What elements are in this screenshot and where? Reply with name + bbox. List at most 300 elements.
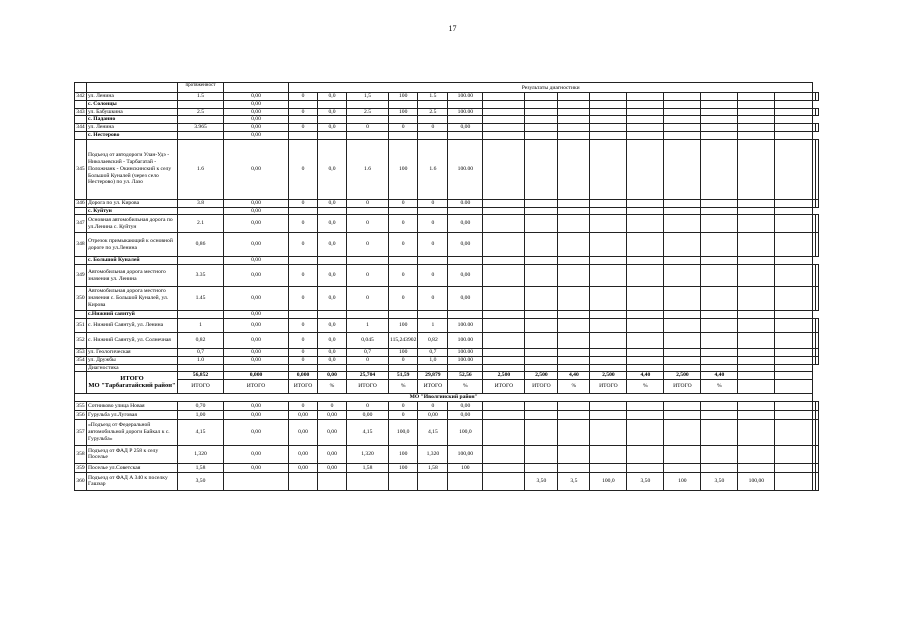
empty-cell <box>483 287 525 311</box>
value-cell: 0,00 <box>224 419 289 445</box>
road-name: Подъезд от автодороги Улан-Удэ - Николаевский - Тарбагатай - Положнанк - Окинскинский к селу Большой Куналей (через село Нестерово) по ул. Лазо <box>87 139 178 199</box>
empty-cell <box>448 100 483 108</box>
header-row <box>75 83 819 93</box>
settlement-row <box>75 131 819 139</box>
empty-cell <box>418 100 448 108</box>
value-cell: 0,00 <box>224 410 289 419</box>
value-cell: 100 <box>389 445 418 463</box>
value-cell: 0,00 <box>224 108 289 116</box>
road-name: Автомобильная дорога местного значения ул. Ленина <box>87 265 178 287</box>
empty-cell <box>664 287 701 311</box>
empty-cell <box>525 348 558 356</box>
empty-cell <box>525 287 558 311</box>
empty-cell <box>627 332 664 348</box>
value-cell: 0,00 <box>318 419 347 445</box>
empty-cell <box>664 364 701 372</box>
empty-cell <box>627 311 664 319</box>
empty-cell <box>738 108 775 116</box>
empty-cell <box>558 445 590 463</box>
table-cell <box>178 100 224 108</box>
value-cell: 0 <box>418 287 448 311</box>
value-cell: 0,00 <box>224 287 289 311</box>
value-cell: 100 <box>389 93 418 101</box>
value-cell: 0,00 <box>318 463 347 472</box>
value-cell: 1.45 <box>178 287 224 311</box>
empty-cell <box>627 257 664 265</box>
total-value: 56,852 <box>178 372 224 380</box>
value-cell <box>389 472 418 490</box>
empty-cell <box>664 410 701 419</box>
value-cell: 0,82 <box>418 332 448 348</box>
row-number: 343 <box>76 108 85 115</box>
empty-cell <box>627 287 664 311</box>
total-value: 2,500 <box>590 372 627 380</box>
row-number: 346 <box>76 199 85 206</box>
empty-cell <box>558 311 590 319</box>
empty-cell <box>738 380 775 394</box>
value-cell: 100 <box>389 108 418 116</box>
empty-cell <box>738 463 775 472</box>
empty-cell <box>775 332 813 348</box>
empty-cell <box>525 445 558 463</box>
empty-cell <box>816 265 819 287</box>
empty-cell <box>738 364 775 372</box>
empty-cell <box>590 124 627 132</box>
empty-cell <box>738 419 775 445</box>
empty-cell <box>483 318 525 332</box>
value-cell: 0,00 <box>448 265 483 287</box>
value-cell: 0 <box>347 401 389 410</box>
empty-cell <box>627 445 664 463</box>
value-cell: 1.0 <box>178 356 224 364</box>
value-cell: 0,0 <box>318 287 347 311</box>
value-cell: 3,50 <box>627 472 664 490</box>
total-value: 4,40 <box>701 372 738 380</box>
empty-cell <box>738 100 775 108</box>
value-cell: 0 <box>347 356 389 364</box>
total-label: ИТОГО <box>525 380 558 394</box>
empty-cell <box>816 139 819 199</box>
total-value: 29,879 <box>418 372 448 380</box>
value-cell: 1 <box>178 318 224 332</box>
table-row <box>75 199 819 207</box>
empty-cell <box>525 257 558 265</box>
value-cell: 3,50 <box>525 472 558 490</box>
value-cell: 0,00 <box>289 445 318 463</box>
table-cell <box>75 131 87 139</box>
empty-cell <box>448 116 483 124</box>
road-name: ул. Ленина <box>87 124 178 132</box>
value-cell: 0 <box>389 215 418 233</box>
road-name: Поселье ул.Советская <box>87 463 178 472</box>
road-name: ул. Геологическая <box>87 348 178 356</box>
value-cell <box>347 472 389 490</box>
total-label: % <box>627 380 664 394</box>
empty-cell <box>738 445 775 463</box>
table-cell <box>178 131 224 139</box>
empty-cell <box>738 215 775 233</box>
empty-cell <box>775 199 813 207</box>
empty-cell <box>418 364 448 372</box>
empty-cell <box>347 207 389 215</box>
value-cell: 2.1 <box>178 215 224 233</box>
empty-cell <box>775 287 813 311</box>
empty-cell <box>775 472 813 490</box>
value-cell: 0,7 <box>347 348 389 356</box>
value-cell: 0 <box>389 410 418 419</box>
empty-cell <box>738 332 775 348</box>
empty-cell <box>483 233 525 257</box>
total-label: % <box>558 380 590 394</box>
settlement-name: с. Паданно <box>87 116 178 124</box>
road-name: Гурульба ул.Луговая <box>87 410 178 419</box>
value-cell: 0 <box>289 332 318 348</box>
value-cell: 0,00 <box>224 199 289 207</box>
value-cell: 0,0 <box>318 356 347 364</box>
empty-cell <box>775 257 813 265</box>
empty-cell <box>525 116 558 124</box>
empty-cell <box>664 419 701 445</box>
table-cell <box>75 100 87 108</box>
empty-cell <box>738 265 775 287</box>
value-cell: 0 <box>418 265 448 287</box>
empty-cell <box>525 131 558 139</box>
value-cell: 4,15 <box>347 419 389 445</box>
row-number: 358 <box>75 445 87 463</box>
value-cell: 0,045 <box>347 332 389 348</box>
empty-cell <box>418 207 448 215</box>
empty-cell <box>701 287 738 311</box>
value-cell: 0,00 <box>448 410 483 419</box>
empty-cell <box>775 445 813 463</box>
section-title-row <box>75 394 819 402</box>
empty-cell <box>525 207 558 215</box>
row-number: 352 <box>75 332 87 348</box>
value-cell <box>318 472 347 490</box>
value-cell: 1 <box>418 318 448 332</box>
value-cell: 0 <box>289 348 318 356</box>
empty-cell <box>389 364 418 372</box>
empty-cell <box>590 287 627 311</box>
value-cell: 100.00 <box>448 356 483 364</box>
value-cell: 1,0 <box>418 356 448 364</box>
value-cell: 0,00 <box>224 124 289 132</box>
empty-cell <box>289 364 318 372</box>
value-cell: 0 <box>289 139 318 199</box>
empty-cell <box>775 463 813 472</box>
empty-cell <box>816 233 819 257</box>
table-row <box>75 445 819 463</box>
district-name: МО "Тарбагатайский район" <box>88 381 176 389</box>
empty-cell <box>590 356 627 364</box>
value-cell: 0,0 <box>318 215 347 233</box>
empty-cell <box>664 100 701 108</box>
empty-cell <box>664 233 701 257</box>
total-value: 0,00 <box>318 372 347 380</box>
value-cell: 1,58 <box>347 463 389 472</box>
value-cell: 0 <box>289 108 318 116</box>
road-name: Дорога по ул. Кирова <box>87 199 178 207</box>
empty-cell <box>701 332 738 348</box>
empty-cell <box>701 318 738 332</box>
empty-cell <box>558 199 590 207</box>
empty-cell <box>775 215 813 233</box>
section-title: МО "Иволгинский район" <box>75 394 813 402</box>
empty-cell <box>483 356 525 364</box>
empty-cell <box>627 139 664 199</box>
empty-cell <box>664 445 701 463</box>
total-value: 51,59 <box>389 372 418 380</box>
empty-cell <box>627 207 664 215</box>
empty-cell <box>701 410 738 419</box>
empty-cell <box>525 311 558 319</box>
value-cell: 0,0 <box>318 199 347 207</box>
empty-cell <box>664 401 701 410</box>
value-cell: 3.35 <box>178 265 224 287</box>
table-row <box>75 364 819 372</box>
value-cell: 0,00 <box>224 318 289 332</box>
empty-cell <box>738 124 775 132</box>
empty-cell <box>701 93 738 101</box>
total-value: 25,704 <box>347 372 389 380</box>
value-cell: 1.5 <box>178 93 224 101</box>
value-cell: 0 <box>289 287 318 311</box>
settlement-row <box>75 207 819 215</box>
value-cell: 0 <box>389 199 418 207</box>
value-cell: 100 <box>448 463 483 472</box>
empty-cell <box>738 410 775 419</box>
results-header: Результаты диагностики <box>289 83 813 93</box>
empty-cell <box>525 100 558 108</box>
empty-cell <box>318 257 347 265</box>
empty-cell <box>448 311 483 319</box>
empty-cell <box>483 445 525 463</box>
empty-cell <box>558 131 590 139</box>
row-number: 344 <box>76 124 85 131</box>
row-number: 357 <box>75 419 87 445</box>
empty-cell <box>627 463 664 472</box>
value-cell <box>224 472 289 490</box>
empty-cell <box>627 100 664 108</box>
value-cell: 0,00 <box>318 445 347 463</box>
empty-cell <box>525 199 558 207</box>
value-cell: 100.00 <box>448 348 483 356</box>
empty-cell <box>738 372 775 380</box>
empty-cell <box>816 356 819 364</box>
empty-cell <box>738 131 775 139</box>
empty-cell <box>627 131 664 139</box>
totals-label: ИТОГО <box>120 374 144 382</box>
value-cell: 100 <box>389 348 418 356</box>
empty-cell <box>701 139 738 199</box>
table-cell <box>178 257 224 265</box>
empty-cell <box>627 124 664 132</box>
value-cell: 0,00 <box>289 419 318 445</box>
empty-cell <box>664 311 701 319</box>
value-cell: 0,00 <box>448 124 483 132</box>
empty-cell <box>775 131 813 139</box>
row-number: 354 <box>76 356 85 363</box>
empty-cell <box>590 100 627 108</box>
empty-cell <box>627 419 664 445</box>
empty-cell <box>318 207 347 215</box>
empty-cell <box>701 445 738 463</box>
total-label: ИТОГО <box>289 380 318 394</box>
empty-cell <box>775 124 813 132</box>
empty-cell <box>590 116 627 124</box>
empty-cell <box>775 348 813 356</box>
settlement-name: с. Большой Куналей <box>87 257 178 265</box>
value-cell: 0 <box>289 401 318 410</box>
empty-cell <box>627 348 664 356</box>
empty-cell <box>224 364 289 372</box>
value-cell: 0,00 <box>224 265 289 287</box>
value-cell: 0,82 <box>178 332 224 348</box>
length-header: протяженност <box>178 83 224 93</box>
value-cell: 0,0 <box>318 265 347 287</box>
empty-cell <box>590 207 627 215</box>
empty-cell <box>664 265 701 287</box>
value-cell: 0,00 <box>318 410 347 419</box>
value-cell: 0,0 <box>318 233 347 257</box>
empty-cell <box>483 265 525 287</box>
value-cell: 0 <box>347 124 389 132</box>
total-label: % <box>701 380 738 394</box>
empty-cell <box>627 116 664 124</box>
value-cell: 0,00 <box>448 215 483 233</box>
empty-cell <box>289 257 318 265</box>
total-label: ИТОГО <box>178 380 224 394</box>
value-cell: 0 <box>289 265 318 287</box>
row-number: 359 <box>76 464 85 471</box>
empty-cell <box>775 233 813 257</box>
empty-cell <box>525 410 558 419</box>
empty-cell <box>590 364 627 372</box>
empty-cell <box>738 199 775 207</box>
empty-cell <box>590 348 627 356</box>
empty-cell <box>590 93 627 101</box>
empty-cell <box>525 265 558 287</box>
value-cell: 0,7 <box>418 348 448 356</box>
value-cell: 4,15 <box>178 419 224 445</box>
empty-cell <box>775 419 813 445</box>
value-cell: 100.00 <box>448 108 483 116</box>
total-value: 2,500 <box>483 372 525 380</box>
empty-cell <box>558 233 590 257</box>
empty-cell <box>590 419 627 445</box>
value-cell: 0,0 <box>318 93 347 101</box>
road-name: «Подъезд от Федеральной автомобильной дороги Байкал к с. Гурульба» <box>87 419 178 445</box>
empty-cell <box>525 318 558 332</box>
empty-cell <box>318 131 347 139</box>
empty-cell <box>627 215 664 233</box>
empty-cell <box>664 93 701 101</box>
table-row <box>75 233 819 257</box>
empty-cell <box>775 265 813 287</box>
empty-cell <box>701 131 738 139</box>
empty-cell <box>389 311 418 319</box>
value-cell: 0,00 <box>448 233 483 257</box>
empty-cell <box>816 215 819 233</box>
empty-cell <box>558 93 590 101</box>
empty-cell <box>590 463 627 472</box>
empty-cell <box>816 472 819 490</box>
settlement-row <box>75 100 819 108</box>
empty-cell <box>558 364 590 372</box>
empty-cell <box>775 139 813 199</box>
table-row <box>75 472 819 490</box>
empty-cell <box>389 100 418 108</box>
empty-cell <box>775 356 813 364</box>
value-cell: 0 <box>347 199 389 207</box>
road-name: Автомобильная дорога местного значения с. Большой Куналей, ул. Кирова <box>87 287 178 311</box>
table-cell <box>75 311 87 319</box>
empty-cell <box>701 348 738 356</box>
value-cell: 0,0 <box>318 348 347 356</box>
value-cell: 100,0 <box>590 472 627 490</box>
empty-cell <box>775 410 813 419</box>
empty-cell <box>701 356 738 364</box>
empty-cell <box>627 199 664 207</box>
page-number: 17 <box>448 24 457 33</box>
settlement-name: с. Нестерово <box>87 131 178 139</box>
empty-cell <box>738 311 775 319</box>
empty-cell <box>418 131 448 139</box>
empty-cell <box>701 100 738 108</box>
value-cell: 3.965 <box>178 124 224 132</box>
total-value: 2,500 <box>525 372 558 380</box>
value-cell: 0,00 <box>224 207 289 215</box>
empty-cell <box>627 410 664 419</box>
total-label: ИТОГО <box>347 380 389 394</box>
value-cell <box>289 472 318 490</box>
empty-cell <box>289 207 318 215</box>
value-cell: 0 <box>347 287 389 311</box>
empty-cell <box>590 131 627 139</box>
empty-cell <box>483 108 525 116</box>
empty-cell <box>738 287 775 311</box>
empty-cell <box>483 139 525 199</box>
empty-cell <box>483 410 525 419</box>
value-cell: 1.6 <box>418 139 448 199</box>
value-cell: 0 <box>418 401 448 410</box>
empty-cell <box>558 116 590 124</box>
empty-cell <box>558 401 590 410</box>
empty-cell <box>483 311 525 319</box>
road-name: Сотниково улица Новая <box>87 401 178 410</box>
value-cell: 1 <box>347 318 389 332</box>
value-cell: 100,00 <box>738 472 775 490</box>
empty-cell <box>738 116 775 124</box>
settlement-name: с. Куйтун <box>87 207 178 215</box>
empty-cell <box>775 364 813 372</box>
row-number: 350 <box>75 287 87 311</box>
table-cell <box>75 364 87 372</box>
empty-cell <box>664 207 701 215</box>
value-cell: 100.00 <box>448 332 483 348</box>
empty-cell <box>627 233 664 257</box>
empty-cell <box>558 410 590 419</box>
empty-cell <box>178 364 224 372</box>
road-name: Отрезок примыкающий к основной дороге по ул.Ленина <box>87 233 178 257</box>
value-cell: 0,00 <box>224 311 289 319</box>
empty-cell <box>775 401 813 410</box>
empty-cell <box>664 318 701 332</box>
empty-cell <box>627 364 664 372</box>
table-row <box>75 124 819 132</box>
empty-cell <box>558 318 590 332</box>
value-cell: 0,70 <box>178 401 224 410</box>
